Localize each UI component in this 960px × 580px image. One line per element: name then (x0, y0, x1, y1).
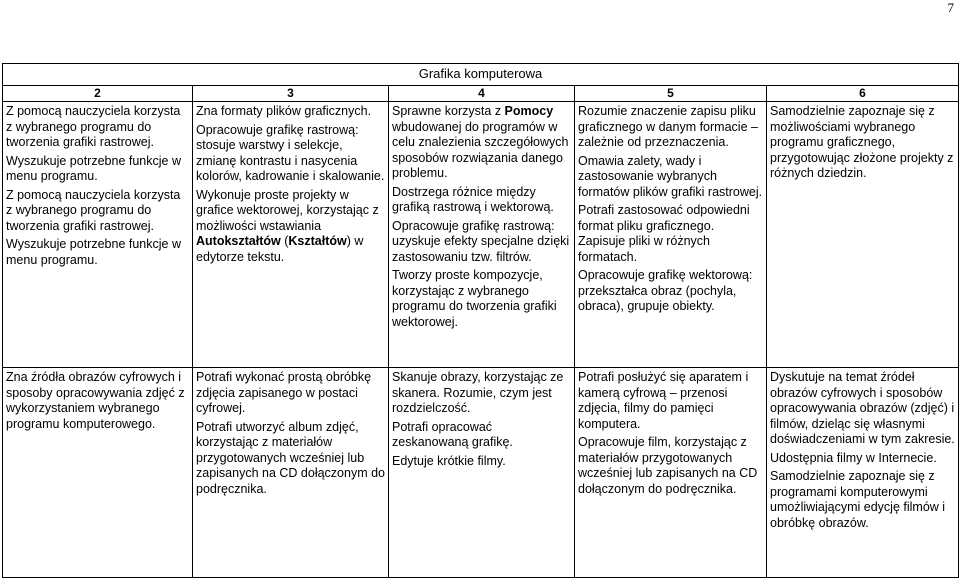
page-number: 7 (947, 0, 954, 15)
cell-text: Edytuje krótkie filmy. (392, 453, 506, 468)
cell-text: Potrafi wykonać prostą obróbkę zdjęcia zapisanego w postaci cyfrowej. (196, 370, 372, 415)
cell-text: Opracowuje grafikę rastrową: stosuje warstwy i selekcje, zmianę kontrastu i nasycenia kolorów, kadrowanie i skalowanie. (196, 122, 385, 183)
cell-text: Opracowuje grafikę wektorową: przekształca obraz (pochyla, obraca), grupuje obiekty. (578, 268, 753, 313)
table-cell (575, 368, 767, 578)
cell-text: Samodzielnie zapoznaje się z możliwościami wybranego programu graficznego, przygotowując złożone projekty z różnych dziedzin. (770, 104, 954, 180)
cell-text: Z pomocą nauczyciela korzysta z wybranego programu do tworzenia grafiki rastrowej. (6, 104, 181, 149)
cell-text: Potrafi opracować zeskanowaną grafikę. (392, 419, 513, 449)
cell-text: Rozumie znaczenie zapisu pliku graficznego w danym formacie – zależnie od przeznaczenia. (578, 104, 758, 149)
cell-text: Zna formaty plików graficznych. (196, 104, 372, 118)
cell-text: Dostrzega różnice między grafiką rastrową i wektorową. (392, 184, 554, 214)
column-header: 5 (575, 86, 767, 102)
column-header: 4 (389, 86, 575, 102)
table-cell (193, 102, 389, 368)
table-cell (3, 368, 193, 578)
table-cell (3, 102, 193, 368)
cell-text: Zna źródła obrazów cyfrowych i sposoby opracowywania zdjęć z wykorzystaniem wybranego programu komputerowego. (6, 370, 185, 431)
cell-text: Opracowuje film, korzystając z materiałów przygotowanych wcześniej lub zapisanych na CD dołączonym do podręcznika. (578, 435, 758, 496)
requirements-table (2, 63, 959, 578)
cell-text: Wyszukuje potrzebne funkcje w menu programu. (6, 237, 181, 267)
cell-text: Potrafi utworzyć album zdjęć, korzystając z materiałów przygotowanych wcześniej lub zapisanych na CD dołączonym do podręcznika. (196, 419, 385, 496)
cell-text: Dyskutuje na temat źródeł obrazów cyfrowych i sposobów opracowywania obrazów (zdjęć) i filmów, dzieląc się własnymi doświadczeniami w tym zakresie. (770, 370, 955, 446)
cell-text: Tworzy proste kompozycje, korzystając z wybranego programu do tworzenia grafiki wektorowej. (392, 268, 557, 329)
table-cell (575, 102, 767, 368)
cell-text: Wyszukuje potrzebne funkcje w menu programu. (6, 153, 181, 183)
column-header: 6 (767, 86, 959, 102)
cell-text: Potrafi zastosować odpowiedni format pliku graficznego. Zapisuje pliki w różnych formatach. (578, 203, 750, 264)
table-cell (389, 102, 575, 368)
table-cell (767, 102, 959, 368)
column-header: 3 (193, 86, 389, 102)
cell-text: Omawia zalety, wady i zastosowanie wybranych formatów plików grafiki rastrowej. (578, 153, 763, 199)
cell-text: Sprawne korzysta z Pomocy wbudowanej do programów w celu znalezienia szczegółowych sposobów rozwiązania danego problemu. (392, 104, 569, 180)
table-cell (767, 368, 959, 578)
table-cell (193, 368, 389, 578)
cell-text: Udostępnia filmy w Internecie. (770, 450, 937, 465)
column-header: 2 (3, 86, 193, 102)
cell-text: Samodzielnie zapoznaje się z programami komputerowymi umożliwiającymi edycję filmów i obróbkę obrazów. (770, 469, 946, 530)
cell-text: Wykonuje proste projekty w grafice wektorowej, korzystając z możliwości wstawiania Autokształtów (Kształtów) w edytorze tekstu. (196, 187, 379, 264)
cell-text: Potrafi posłużyć się aparatem i kamerą cyfrową – przenosi zdjęcia, filmy do pamięci komputera. (578, 370, 749, 431)
cell-text: Opracowuje grafikę rastrową: uzyskuje efekty specjalne dzięki zastosowaniu tzw. filtrów. (392, 218, 570, 264)
table-cell (389, 368, 575, 578)
cell-text: Skanuje obrazy, korzystając ze skanera. Rozumie, czym jest rozdzielczość. (392, 370, 564, 415)
table-title: Grafika komputerowa (3, 64, 959, 86)
cell-text: Z pomocą nauczyciela korzysta z wybranego programu do tworzenia grafiki rastrowej. (6, 187, 181, 233)
